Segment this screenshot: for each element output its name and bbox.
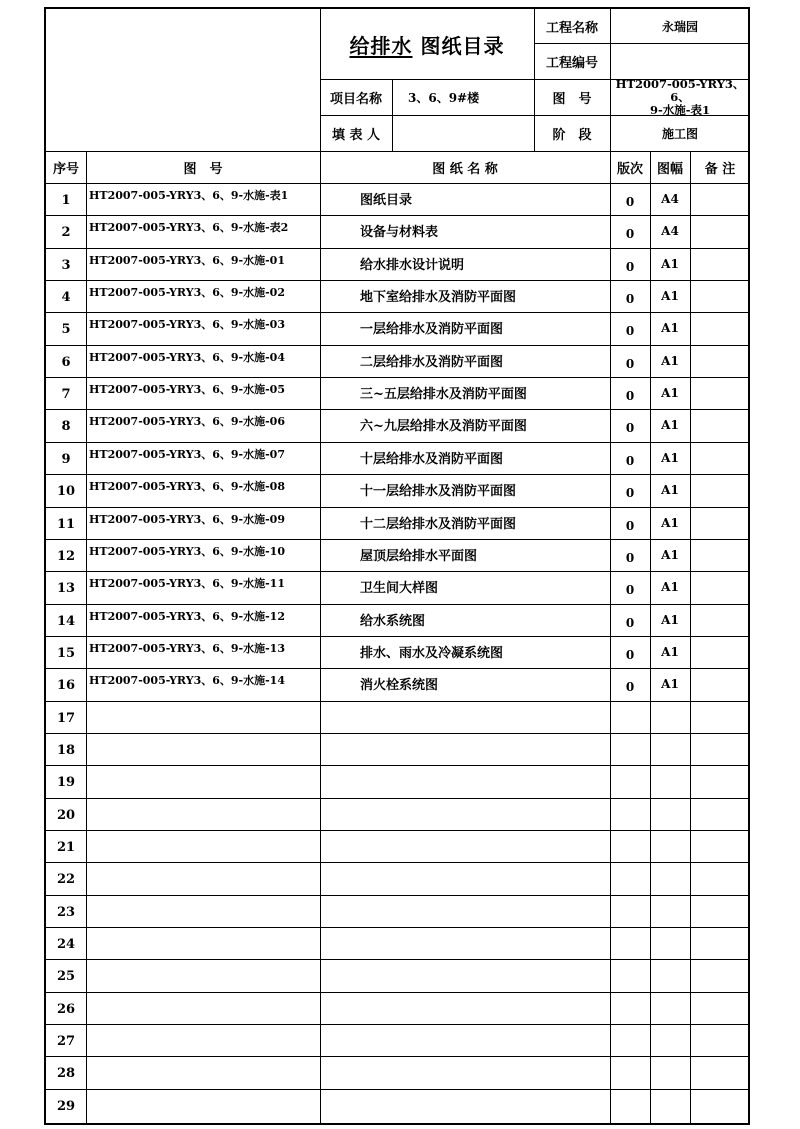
row-drawing-no — [86, 697, 320, 729]
row-size — [650, 959, 690, 991]
row-drawing-name: 消火栓系统图 — [360, 677, 439, 693]
row-size: A1 — [661, 257, 679, 271]
row-drawing-name — [320, 829, 610, 861]
row-index: 1 — [61, 192, 71, 208]
row-drawing-no: HT2007-005-YRY3、6、9-水施-14 — [89, 674, 285, 687]
row-revision: 0 — [625, 421, 635, 435]
row-revision — [610, 768, 650, 800]
row-drawing-no — [86, 794, 320, 826]
row-size: A1 — [661, 289, 679, 303]
row-index: 7 — [61, 386, 71, 402]
row-revision — [610, 736, 650, 768]
row-index: 11 — [56, 516, 76, 532]
project-name-value: 永瑞园 — [661, 19, 698, 34]
row-index: 5 — [61, 321, 71, 337]
row-drawing-name — [320, 1023, 610, 1055]
row-drawing-no — [86, 1052, 320, 1084]
row-revision: 0 — [625, 389, 635, 403]
row-size — [650, 765, 690, 797]
stage-value: 施工图 — [661, 126, 698, 141]
row-drawing-name — [320, 700, 610, 732]
row-drawing-name: 设备与材料表 — [360, 224, 439, 240]
row-revision — [610, 898, 650, 930]
column-header-drawing-no: 图 号 — [183, 162, 223, 177]
row-index: 24 — [56, 936, 76, 952]
row-revision: 0 — [625, 551, 635, 565]
row-drawing-no: HT2007-005-YRY3、6、9-水施-06 — [89, 415, 285, 428]
row-drawing-name — [320, 764, 610, 796]
row-revision: 0 — [625, 260, 635, 274]
row-drawing-no — [86, 1020, 320, 1052]
row-drawing-name: 排水、雨水及冷凝系统图 — [360, 645, 504, 661]
row-index: 6 — [61, 354, 71, 370]
row-drawing-name: 卫生间大样图 — [360, 580, 439, 596]
drawing-no-value — [610, 79, 750, 115]
row-index: 2 — [61, 224, 71, 240]
row-drawing-name: 屋顶层给排水平面图 — [360, 548, 478, 564]
row-index: 14 — [56, 613, 76, 629]
row-size: A1 — [661, 418, 679, 432]
row-drawing-no: HT2007-005-YRY3、6、9-水施-10 — [89, 545, 285, 558]
row-size — [650, 1089, 690, 1121]
row-size: A1 — [661, 451, 679, 465]
column-header-drawing-name: 图 纸 名 称 — [432, 162, 498, 177]
row-revision: 0 — [625, 195, 635, 209]
row-index: 22 — [56, 871, 76, 887]
column-header-index: 序号 — [52, 162, 79, 177]
row-index: 26 — [56, 1001, 76, 1017]
row-size: A1 — [661, 516, 679, 530]
row-index: 9 — [61, 451, 71, 467]
column-header-revision: 版次 — [616, 162, 643, 177]
row-size — [650, 798, 690, 830]
row-size: A1 — [661, 548, 679, 562]
row-size: A1 — [661, 645, 679, 659]
row-index: 20 — [56, 807, 76, 823]
row-index: 19 — [56, 774, 76, 790]
row-drawing-no: HT2007-005-YRY3、6、9-水施-01 — [89, 254, 285, 267]
row-revision: 0 — [625, 583, 635, 597]
row-drawing-no: HT2007-005-YRY3、6、9-水施-11 — [89, 577, 285, 590]
row-revision — [610, 930, 650, 962]
stage-label: 阶 段 — [552, 127, 592, 143]
row-size — [650, 701, 690, 733]
row-revision — [610, 704, 650, 736]
row-drawing-no: HT2007-005-YRY3、6、9-水施-09 — [89, 513, 285, 526]
row-drawing-no — [86, 858, 320, 890]
row-size: A1 — [661, 483, 679, 497]
project-no-value — [610, 43, 750, 79]
project-no-label: 工程编号 — [545, 55, 598, 71]
drawing-no-line1: HT2007-005-YRY3、6、 — [615, 79, 745, 104]
row-drawing-name: 地下室给排水及消防平面图 — [360, 289, 517, 305]
row-drawing-name — [320, 926, 610, 958]
row-size: A1 — [661, 580, 679, 594]
row-drawing-no: HT2007-005-YRY3、6、9-水施-08 — [89, 480, 285, 493]
row-drawing-no: HT2007-005-YRY3、6、9-水施-12 — [89, 610, 285, 623]
row-drawing-no — [86, 988, 320, 1020]
item-name-label: 项目名称 — [329, 91, 382, 107]
row-size: A4 — [661, 224, 679, 238]
row-index: 15 — [56, 645, 76, 661]
row-size: A1 — [661, 613, 679, 627]
row-drawing-no — [86, 891, 320, 923]
item-name-value: 3、6、9#楼 — [408, 90, 480, 105]
row-revision: 0 — [625, 616, 635, 630]
row-size — [650, 895, 690, 927]
row-index: 4 — [61, 289, 71, 305]
row-index: 10 — [56, 483, 76, 499]
row-revision: 0 — [625, 519, 635, 533]
row-index: 12 — [56, 548, 76, 564]
row-drawing-no — [86, 1085, 320, 1117]
row-drawing-name: 一层给排水及消防平面图 — [360, 321, 504, 337]
row-index: 18 — [56, 742, 76, 758]
row-revision: 0 — [625, 648, 635, 662]
row-size: A1 — [661, 321, 679, 335]
row-size — [650, 927, 690, 959]
row-drawing-name — [320, 732, 610, 764]
project-name-label: 工程名称 — [545, 20, 598, 36]
row-revision — [610, 801, 650, 833]
row-drawing-no: HT2007-005-YRY3、6、9-水施-04 — [89, 351, 285, 364]
row-size — [650, 992, 690, 1024]
row-drawing-name: 图纸目录 — [360, 192, 413, 208]
row-drawing-name: 十一层给排水及消防平面图 — [360, 483, 517, 499]
row-size — [650, 733, 690, 765]
page-title — [320, 9, 534, 79]
row-size: A4 — [661, 192, 679, 206]
row-revision — [610, 1027, 650, 1059]
row-drawing-no — [86, 826, 320, 858]
row-revision — [610, 1092, 650, 1124]
row-drawing-name: 二层给排水及消防平面图 — [360, 354, 504, 370]
row-drawing-name: 给水系统图 — [360, 613, 426, 629]
row-drawing-name: 给水排水设计说明 — [360, 257, 465, 273]
row-revision: 0 — [625, 324, 635, 338]
row-revision: 0 — [625, 357, 635, 371]
row-revision — [610, 865, 650, 897]
row-drawing-no: HT2007-005-YRY3、6、9-水施-07 — [89, 448, 285, 461]
row-drawing-name: 六~九层给排水及消防平面图 — [360, 418, 527, 434]
row-drawing-name: 三~五层给排水及消防平面图 — [360, 386, 527, 402]
row-index: 28 — [56, 1065, 76, 1081]
row-size: A1 — [661, 386, 679, 400]
row-drawing-name — [320, 861, 610, 893]
row-index: 27 — [56, 1033, 76, 1049]
row-drawing-no — [86, 761, 320, 793]
filler-value — [392, 115, 534, 151]
row-index: 23 — [56, 904, 76, 920]
row-revision: 0 — [625, 227, 635, 241]
row-revision: 0 — [625, 680, 635, 694]
row-index: 16 — [56, 677, 76, 693]
row-drawing-no: HT2007-005-YRY3、6、9-水施-表1 — [89, 189, 289, 202]
row-index: 17 — [56, 710, 76, 726]
row-size — [650, 1056, 690, 1088]
row-index: 13 — [56, 580, 76, 596]
row-index: 3 — [61, 257, 71, 273]
row-drawing-no: HT2007-005-YRY3、6、9-水施-05 — [89, 383, 285, 396]
row-drawing-no — [86, 955, 320, 987]
filler-label: 填 表 人 — [331, 127, 381, 143]
row-size — [650, 862, 690, 894]
row-drawing-name: 十层给排水及消防平面图 — [360, 451, 504, 467]
row-drawing-no: HT2007-005-YRY3、6、9-水施-03 — [89, 318, 285, 331]
column-header-remarks: 备 注 — [704, 162, 736, 177]
row-revision: 0 — [625, 292, 635, 306]
row-index: 29 — [56, 1098, 76, 1114]
row-size — [650, 830, 690, 862]
row-revision — [610, 962, 650, 994]
row-drawing-no: HT2007-005-YRY3、6、9-水施-表2 — [89, 221, 289, 234]
title-main: 图纸目录 — [420, 33, 505, 58]
row-revision — [610, 995, 650, 1027]
row-revision — [610, 833, 650, 865]
column-header-size: 图幅 — [656, 162, 683, 177]
row-drawing-name — [320, 991, 610, 1023]
drawing-no-line2: 9-水施-表1 — [649, 102, 711, 115]
row-revision: 0 — [625, 454, 635, 468]
row-drawing-name — [320, 1055, 610, 1087]
row-drawing-no — [86, 923, 320, 955]
row-drawing-no — [86, 729, 320, 761]
column-divider — [690, 151, 691, 1123]
row-index: 25 — [56, 968, 76, 984]
row-drawing-name — [320, 894, 610, 926]
row-drawing-name — [320, 1088, 610, 1120]
row-drawing-name — [320, 958, 610, 990]
row-size: A1 — [661, 354, 679, 368]
row-size — [650, 1024, 690, 1056]
row-index: 8 — [61, 418, 71, 434]
row-drawing-no: HT2007-005-YRY3、6、9-水施-02 — [89, 286, 285, 299]
row-drawing-no: HT2007-005-YRY3、6、9-水施-13 — [89, 642, 285, 655]
row-revision: 0 — [625, 486, 635, 500]
title-discipline: 给排水 — [349, 33, 413, 58]
row-drawing-name — [320, 797, 610, 829]
drawing-no-label: 图 号 — [552, 91, 592, 107]
row-revision — [610, 1059, 650, 1091]
row-index: 21 — [56, 839, 76, 855]
row-size: A1 — [661, 677, 679, 691]
row-drawing-name: 十二层给排水及消防平面图 — [360, 516, 517, 532]
drawing-index-sheet — [44, 7, 750, 1125]
